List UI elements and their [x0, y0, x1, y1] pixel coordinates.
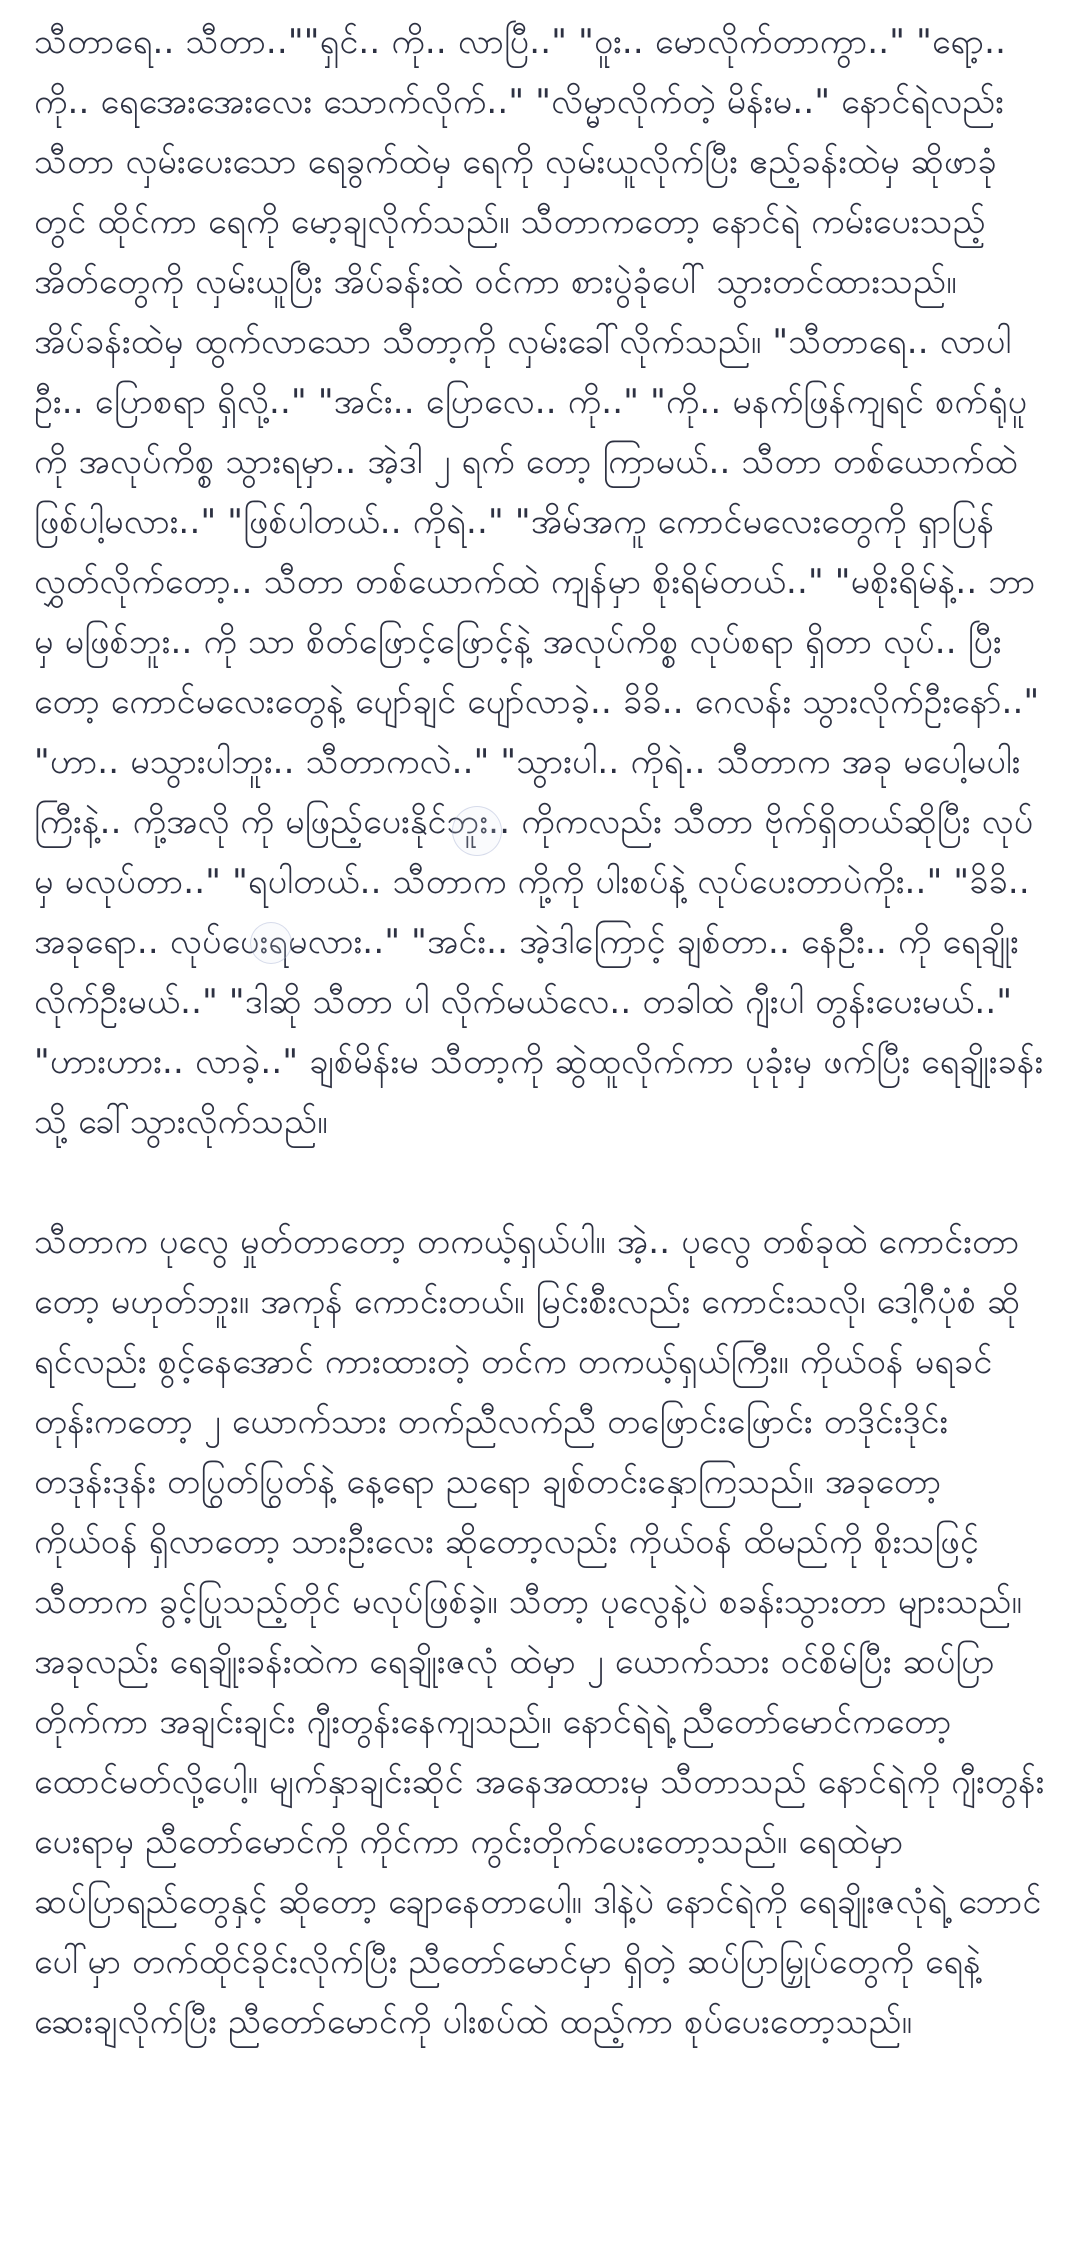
story-paragraph-2: သီတာက ပုလွေ မှုတ်တာတော့ တကယ့်ရှယ်ပါ။ အဲ့.. ပုလွေ တစ်ခုထဲ ကောင်းတာတော့ မဟုတ်ဘူး။ အကုန် ကောင်းတယ်။ မြင်းစီးလည်း ကောင်းသလို၊ ဒေါ့ဂီပုံစံ ဆိုရင်လည်း စွင့်နေအောင် ကားထားတဲ့ တင်က တကယ့်ရှယ်ကြီး။ ကိုယ်ဝန် မရခင်တုန်းကတော့ ၂ ယောက်သား တက်ညီလက်ညီ တဖြောင်းဖြောင်း တဒိုင်းဒိုင်း တဒုန်းဒုန်း တပြွတ်ပြွတ်နဲ့ နေ့ရော ညရော ချစ်တင်းနှောကြသည်။ အခုတော့ ကိုယ်ဝန် ရှိလာတော့ သားဦးလေး ဆိုတော့လည်း ကိုယ်ဝန် ထိမည်ကို စိုးသဖြင့် သီတာက ခွင့်ပြုသည့်တိုင် မလုပ်ဖြစ်ခဲ့။ သီတာ့ ပုလွေနဲ့ပဲ စခန်းသွားတာ များသည်။ အခုလည်း ရေချိုးခန်းထဲက ရေချိုးဇလုံ ထဲမှာ ၂ ယောက်သား ဝင်စိမ်ပြီး ဆပ်ပြာတိုက်ကာ အချင်းချင်း ဂျီးတွန်းနေကျသည်။ နောင်ရဲရဲ့ ညီတော်မောင်ကတော့ ထောင်မတ်လို့ပေါ့။ မျက်နှာချင်းဆိုင် အနေအထားမှ သီတာသည် နောင်ရဲကို ဂျီးတွန်းပေးရာမှ ညီတော်မောင်ကို ကိုင်ကာ ကွင်းတိုက်ပေးတော့သည်။ ရေထဲမှာ ဆပ်ပြာရည်တွေနှင့် ဆိုတော့ ချောနေတာပေါ့။ ဒါနဲ့ပဲ နောင်ရဲကို ရေချိုးဇလုံရဲ့ ဘောင်ပေါ်မှာ တက်ထိုင်ခိုင်းလိုက်ပြီး ညီတော်မောင်မှာ ရှိတဲ့ ဆပ်ပြာမြှုပ်တွေကို ရေနဲ့ ဆေးချလိုက်ပြီး ညီတော်မောင်ကို ပါးစပ်ထဲ ထည့်ကာ စုပ်ပေးတော့သည်။: [34, 1222, 1045, 2042]
story-paragraph-1: သီတာရေ.. သီတာ..""ရှင်.. ကို.. လာပြီ.." "ဝူး.. မောလိုက်တာကွာ.." "ရော့.. ကို.. ရေအေးအေးလေး သောက်လိုက်.." "လိမ္မာလိုက်တဲ့ မိန်းမ.." နောင်ရဲလည်း သီတာ လှမ်းပေးသော ရေခွက်ထဲမှ ရေကို လှမ်းယူလိုက်ပြီး ဧည့်ခန်းထဲမှ ဆိုဖာခုံတွင် ထိုင်ကာ ရေကို မော့ချလိုက်သည်။ သီတာကတော့ နောင်ရဲ ကမ်းပေးသည့် အိတ်တွေကို လှမ်းယူပြီး အိပ်ခန်းထဲ ဝင်ကာ စားပွဲခုံပေါ် သွားတင်ထားသည်။ အိပ်ခန်းထဲမှ ထွက်လာသော သီတာ့ကို လှမ်းခေါ်လိုက်သည်။ "သီတာရေ.. လာပါဦး.. ပြောစရာ ရှိလို့.." "အင်း.. ပြောလေ.. ကို.." "ကို.. မနက်ဖြန်ကျရင် စက်ရုံပူကို အလုပ်ကိစ္စ သွားရမှာ.. အဲ့ဒါ ၂ ရက် တော့ ကြာမယ်.. သီတာ တစ်ယောက်ထဲ ဖြစ်ပါ့မလား.." "ဖြစ်ပါတယ်.. ကိုရဲ.." "အိမ်အကူ ကောင်မလေးတွေကို ရှာပြန်လွှတ်လိုက်တော့.. သီတာ တစ်ယောက်ထဲ ကျန်မှာ စိုးရိမ်တယ်.." "မစိုးရိမ်နဲ့.. ဘာမှ မဖြစ်ဘူး.. ကို သာ စိတ်ဖြောင့်ဖြောင့်နဲ့ အလုပ်ကိစ္စ လုပ်စရာ ရှိတာ လုပ်.. ပြီးတော့ ကောင်မလေးတွေနဲ့ ပျော်ချင် ပျော်လာခဲ့.. ခိခိ.. ဂေလန်း သွားလိုက်ဦးနော်.." "ဟာ.. မသွားပါဘူး.. သီတာကလဲ.." "သွားပါ.. ကိုရဲ.. သီတာက အခု မပေါ့မပါးကြီးနဲ့.. ကို့အလို ကို မဖြည့်ပေးနိုင်ဘူး.. ကိုကလည်း သီတာ ဗိုက်ရှိတယ်ဆိုပြီး လုပ်မှ မလုပ်တာ.." "ရပါတယ်.. သီတာက ကို့ကို ပါးစပ်နဲ့ လုပ်ပေးတာပဲကိုး.." "ခိခိ.. အခုရော.. လုပ်ပေးရမလား.." "အင်း.. အဲ့ဒါကြောင့် ချစ်တာ.. နေဦး.. ကို ရေချိုး လိုက်ဦးမယ်.." "ဒါဆို သီတာ ပါ လိုက်မယ်လေ.. တခါထဲ ဂျီးပါ တွန်းပေးမယ်.." "ဟားဟား.. လာခဲ့.." ချစ်မိန်းမ သီတာ့ကို ဆွဲထူလိုက်ကာ ပုခုံးမှ ဖက်ပြီး ရေချိုးခန်းသို့ ခေါ်သွားလိုက်သည်။: [34, 22, 1044, 1142]
